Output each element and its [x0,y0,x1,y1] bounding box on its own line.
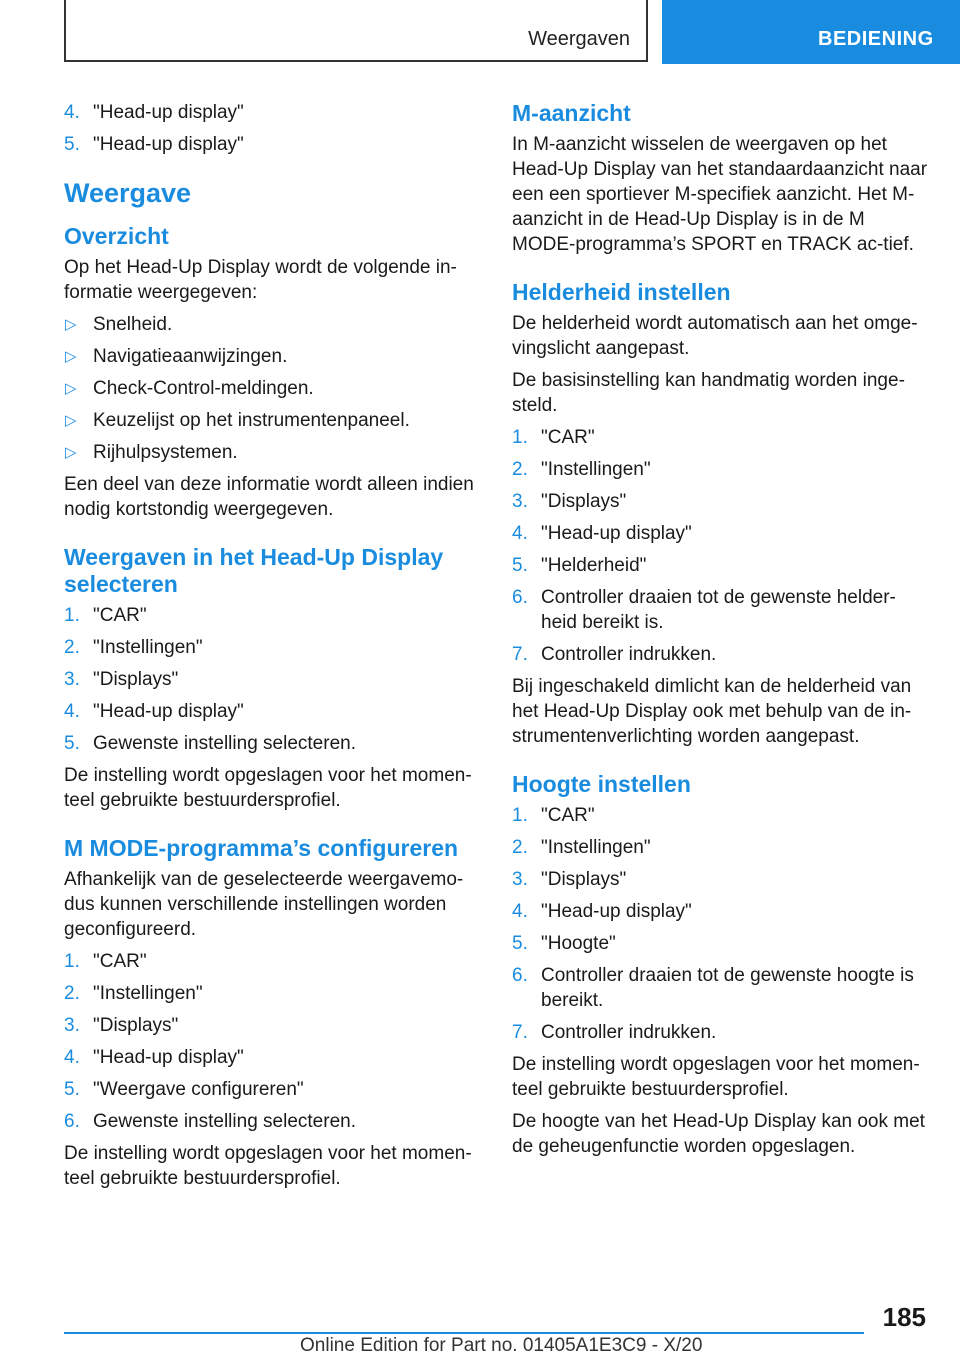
triangle-bullet-icon: ▷ [65,444,77,461]
paragraph: Een deel van deze informatie wordt alleen indien nodig kortstondig weergegeven. [64,474,474,520]
paragraph: In M-aanzicht wisselen de weergaven op het Head-Up Display van het standaardaanzicht naar een een sportiever M-specifiek aanzicht. Het M-aanzicht in de Head-Up Display is in de M MODE-programma’s SPORT en TRACK ac-tief. [512,134,928,255]
bullet-item: ▷ Navigatieaanwijzingen. [65,346,288,367]
step-item: 2. "Instellingen" [64,983,203,1004]
bullet-item: ▷ Rijhulpsystemen. [65,442,238,463]
heading-select-displays: Weergaven in het Head-Up Display selecteren [64,544,444,597]
step-item: 5. Gewenste instelling selecteren. [64,733,356,754]
heading-brightness: Helderheid instellen [512,279,731,305]
step-item: 2. "Instellingen" [512,459,651,480]
header-section-box [64,0,648,62]
step-item: 6. Gewenste instelling selecteren. [64,1111,356,1132]
page-footer [0,1300,960,1362]
step-item: 4. "Head-up display" [64,1047,244,1068]
step-list [64,949,480,1134]
step-list [512,803,928,1045]
step-item: 5. "Weergave configureren" [64,1079,304,1100]
triangle-bullet-icon: ▷ [65,380,77,397]
page-number: 185 [882,1302,926,1332]
heading-mmode: M MODE-programma’s configureren [64,835,459,861]
step-item: 7. Controller indrukken. [512,1022,717,1043]
step-list [512,425,928,667]
bullet-item: ▷ Check-Control-meldingen. [65,378,314,399]
step-item: 6. Controller draaien tot de gewenste helder-heid bereikt is. [512,587,896,633]
paragraph: De basisinstelling kan handmatig worden inge-steld. [512,370,905,416]
header-chapter-tab [662,0,960,64]
bullet-item: ▷ Keuzelijst op het instrumentenpaneel. [65,410,410,431]
left-column [64,100,480,1198]
step-item: 5. "Head-up display" [64,134,244,155]
intro-steps [64,100,480,157]
triangle-bullet-icon: ▷ [65,348,77,365]
step-item: 3. "Displays" [64,669,179,690]
paragraph: Afhankelijk van de geselecteerde weergavemo-dus kunnen verschillende instellingen worden geconfigureerd. [64,869,464,940]
bullet-list [64,312,480,465]
step-item: 5. "Helderheid" [512,555,647,576]
step-list [64,603,480,756]
paragraph: De hoogte van het Head-Up Display kan ook met de geheugenfunctie worden opgeslagen. [512,1111,925,1157]
step-item: 1. "CAR" [64,951,147,972]
step-item: 6. Controller draaien tot de gewenste hoogte is bereikt. [512,965,914,1011]
step-item: 1. "CAR" [512,427,595,448]
step-item: 1. "CAR" [512,805,595,826]
right-column [512,100,928,1166]
heading-overzicht: Overzicht [64,223,169,249]
header-section-title: Weergaven [528,28,630,50]
paragraph: De instelling wordt opgeslagen voor het momen-teel gebruikte bestuurdersprofiel. [512,1054,920,1100]
triangle-bullet-icon: ▷ [65,316,77,333]
page-header [0,0,960,66]
step-item: 4. "Head-up display" [512,901,692,922]
step-item: 4. "Head-up display" [64,701,244,722]
footer-divider [64,1332,864,1334]
step-item: 2. "Instellingen" [512,837,651,858]
step-item: 5. "Hoogte" [512,933,616,954]
bullet-item: ▷ Snelheid. [65,314,173,335]
paragraph: Op het Head-Up Display wordt de volgende in-formatie weergegeven: [64,257,457,303]
triangle-bullet-icon: ▷ [65,412,77,429]
step-item: 1. "CAR" [64,605,147,626]
section-title-weergave: Weergave [64,178,192,208]
step-item: 4. "Head-up display" [64,102,244,123]
edition-note: Online Edition for Part no. 01405A1E3C9 - X/20 [300,1335,703,1356]
step-item: 3. "Displays" [64,1015,179,1036]
paragraph: De instelling wordt opgeslagen voor het momen-teel gebruikte bestuurdersprofiel. [64,1143,472,1189]
paragraph: De helderheid wordt automatisch aan het omge-vingslicht aangepast. [512,313,918,359]
header-chapter-title: BEDIENING [818,28,934,50]
step-item: 3. "Displays" [512,869,627,890]
paragraph: Bij ingeschakeld dimlicht kan de helderheid van het Head-Up Display ook met behulp van de in-strumentenverlichting worden aangepast. [512,676,912,747]
step-item: 7. Controller indrukken. [512,644,717,665]
heading-maanzicht: M-aanzicht [512,100,631,126]
step-item: 2. "Instellingen" [64,637,203,658]
paragraph: De instelling wordt opgeslagen voor het momen-teel gebruikte bestuurdersprofiel. [64,765,472,811]
step-item: 3. "Displays" [512,491,627,512]
heading-height: Hoogte instellen [512,771,691,797]
step-item: 4. "Head-up display" [512,523,692,544]
